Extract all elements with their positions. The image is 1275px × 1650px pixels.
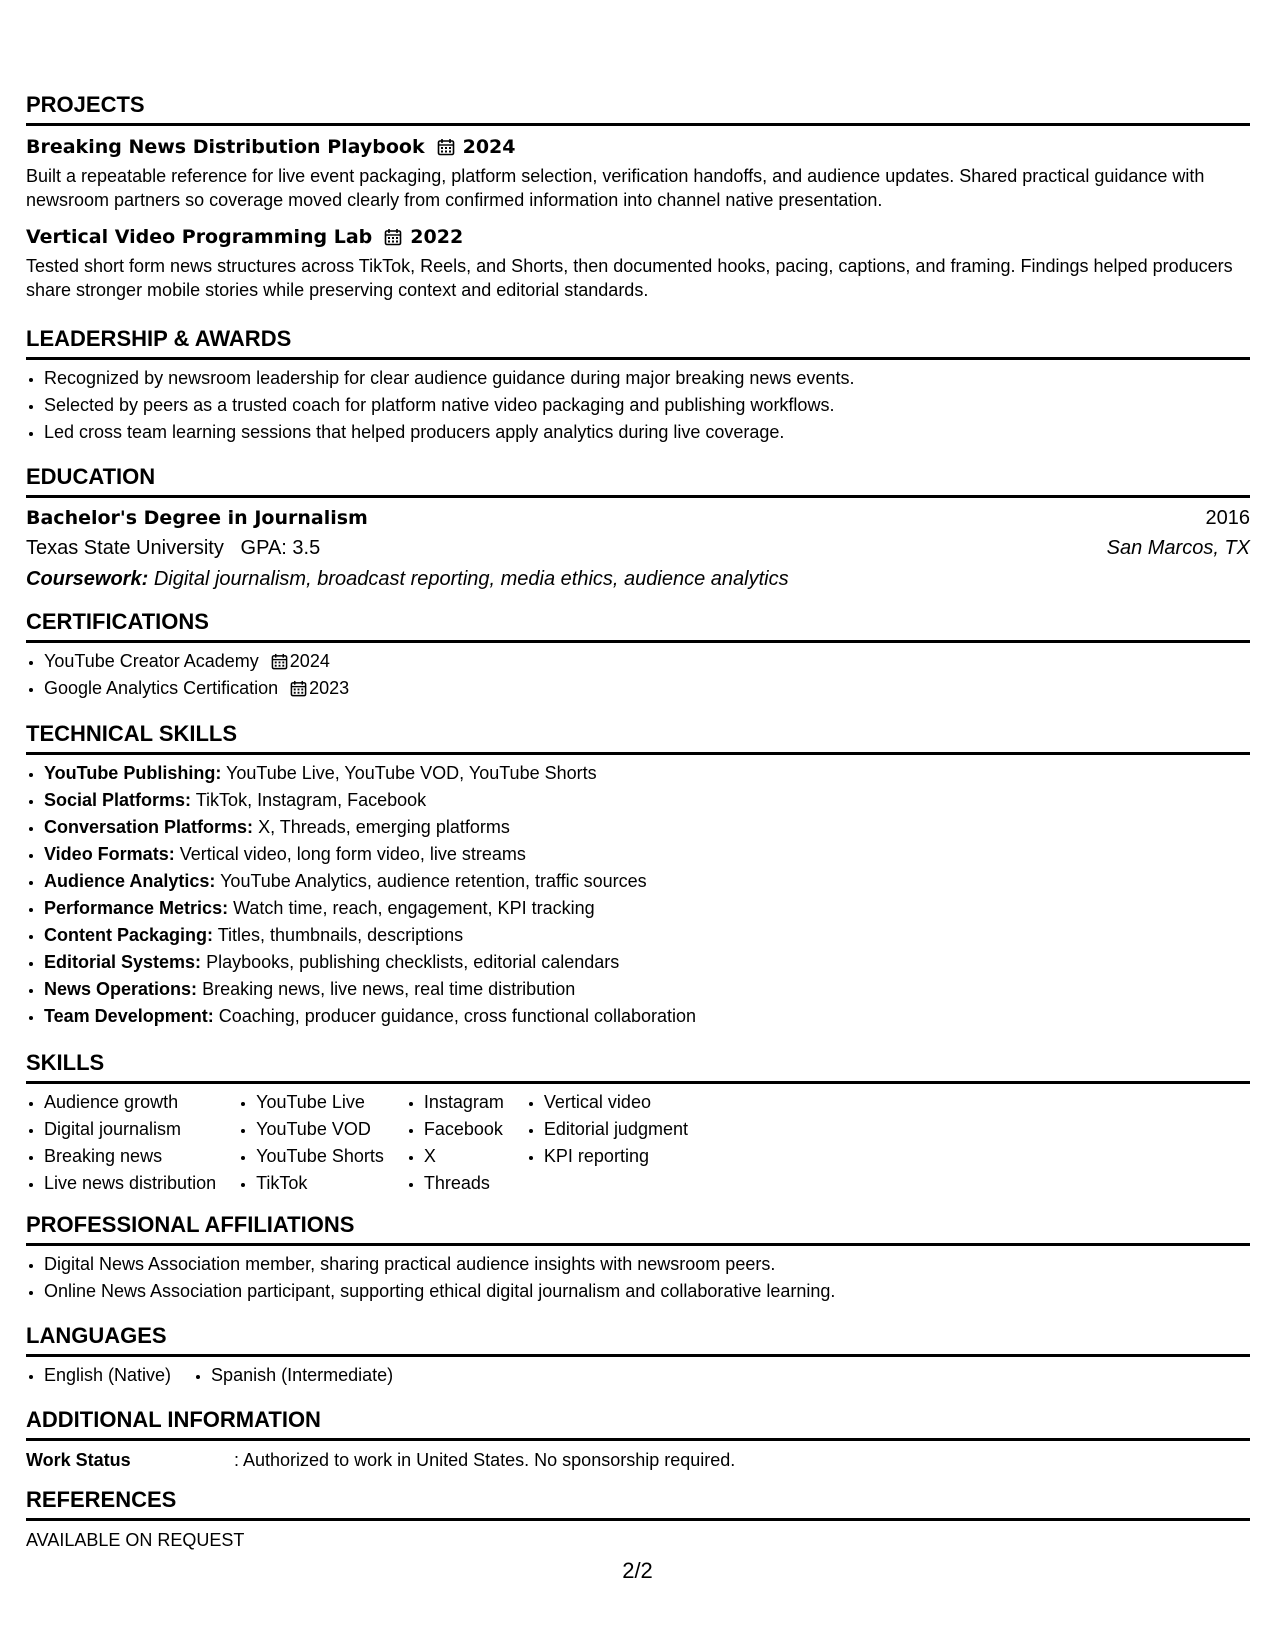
education-section bbox=[26, 463, 1250, 595]
languages-heading: LANGUAGES bbox=[26, 1322, 1250, 1357]
cert-name: • YouTube Creator Academy bbox=[44, 651, 259, 671]
list-item: • Online News Association participant, supporting ethical digital journalism and collaborative learning. bbox=[44, 1278, 1250, 1305]
technical-skills-section bbox=[26, 720, 1250, 1030]
leadership-section bbox=[26, 325, 1250, 446]
page-number: 2/2 bbox=[622, 1558, 653, 1583]
skills-column bbox=[26, 1089, 216, 1197]
calendar-icon bbox=[437, 138, 455, 156]
skill-label: Video Formats: bbox=[44, 844, 175, 864]
project-item bbox=[26, 224, 1250, 302]
list-item bbox=[44, 868, 1250, 895]
skills-column bbox=[238, 1089, 384, 1197]
languages-list bbox=[26, 1362, 1250, 1389]
skill-label: Social Platforms: bbox=[44, 790, 192, 810]
list-item: • Digital journalism bbox=[44, 1116, 216, 1143]
work-status-value: : Authorized to work in United States. No sponsorship required. bbox=[234, 1450, 736, 1470]
calendar-icon bbox=[290, 680, 307, 697]
list-item: • Breaking news bbox=[44, 1143, 216, 1170]
skill-label: Performance Metrics: bbox=[44, 898, 229, 918]
list-item: • Audience growth bbox=[44, 1089, 216, 1116]
references-text: AVAILABLE ON REQUEST bbox=[26, 1530, 245, 1550]
skill-value: TikTok, Instagram, Facebook bbox=[195, 790, 427, 810]
list-item: • Led cross team learning sessions that helped producers apply analytics during live coverage. bbox=[44, 419, 1250, 446]
skill-value: YouTube Analytics, audience retention, traffic sources bbox=[220, 871, 647, 891]
list-item: • X bbox=[424, 1143, 504, 1170]
additional-section bbox=[26, 1406, 1250, 1473]
education-heading: EDUCATION bbox=[26, 463, 1250, 498]
list-item: • YouTube Shorts bbox=[256, 1143, 384, 1170]
skill-label: Team Development: bbox=[44, 1006, 214, 1026]
list-item: • Threads bbox=[424, 1170, 504, 1197]
projects-heading: PROJECTS bbox=[26, 91, 1250, 126]
coursework-text: Digital journalism, broadcast reporting, media ethics, audience analytics bbox=[153, 568, 789, 590]
calendar-icon bbox=[271, 653, 288, 670]
list-item: • Spanish (Intermediate) bbox=[211, 1362, 393, 1389]
skill-value: Vertical video, long form video, live streams bbox=[179, 844, 526, 864]
list-item: • Vertical video bbox=[544, 1089, 688, 1116]
skills-heading: SKILLS bbox=[26, 1049, 1250, 1084]
coursework bbox=[26, 563, 1250, 595]
skill-label: Audience Analytics: bbox=[44, 871, 216, 891]
projects-section bbox=[26, 91, 1250, 302]
skills-section bbox=[26, 1049, 1250, 1197]
list-item: • TikTok bbox=[256, 1170, 384, 1197]
project-year: 2022 bbox=[410, 226, 464, 248]
skill-label: Editorial Systems: bbox=[44, 952, 202, 972]
list-item bbox=[44, 949, 1250, 976]
list-item: • Digital News Association member, sharing practical audience insights with newsroom peers. bbox=[44, 1251, 1250, 1278]
education-location: San Marcos, TX bbox=[1106, 537, 1250, 559]
affiliations-heading: PROFESSIONAL AFFILIATIONS bbox=[26, 1211, 1250, 1246]
skill-value: Titles, thumbnails, descriptions bbox=[217, 925, 464, 945]
certifications-list bbox=[26, 648, 1250, 702]
list-item bbox=[44, 895, 1250, 922]
work-status-label: Work Status bbox=[26, 1450, 131, 1470]
education-year: 2016 bbox=[1205, 507, 1250, 529]
skill-value: Coaching, producer guidance, cross functional collaboration bbox=[218, 1006, 697, 1026]
skill-label: YouTube Publishing: bbox=[44, 763, 222, 783]
list-item bbox=[44, 648, 1250, 675]
references-section bbox=[26, 1486, 1250, 1553]
list-item bbox=[44, 760, 1250, 787]
additional-heading: ADDITIONAL INFORMATION bbox=[26, 1406, 1250, 1441]
skill-value: Watch time, reach, engagement, KPI tracking bbox=[233, 898, 595, 918]
languages-section bbox=[26, 1322, 1250, 1389]
list-item: • YouTube VOD bbox=[256, 1116, 384, 1143]
skills-grid bbox=[26, 1089, 1250, 1197]
degree-title: Bachelor's Degree in Journalism bbox=[26, 507, 368, 529]
cert-year: 2024 bbox=[289, 651, 330, 671]
project-title: Vertical Video Programming Lab bbox=[26, 226, 373, 248]
leadership-heading: LEADERSHIP & AWARDS bbox=[26, 325, 1250, 360]
skill-label: Conversation Platforms: bbox=[44, 817, 254, 837]
school-name: Texas State University bbox=[26, 537, 224, 559]
project-title: Breaking News Distribution Playbook bbox=[26, 136, 425, 158]
affiliations-section bbox=[26, 1211, 1250, 1305]
list-item: • Instagram bbox=[424, 1089, 504, 1116]
project-description: Built a repeatable reference for live event packaging, platform selection, verification handoffs, and audience updates. Shared practical guidance with newsroom partners so coverage moved clearly from confirmed information into channel native presentation. bbox=[26, 166, 1205, 210]
references-heading: REFERENCES bbox=[26, 1486, 1250, 1521]
list-item: • Editorial judgment bbox=[544, 1116, 688, 1143]
project-year: 2024 bbox=[462, 136, 516, 158]
cert-year: 2023 bbox=[309, 678, 350, 698]
affiliations-list bbox=[26, 1251, 1250, 1305]
certifications-heading: CERTIFICATIONS bbox=[26, 608, 1250, 643]
list-item bbox=[44, 675, 1250, 702]
list-item: • Selected by peers as a trusted coach for platform native video packaging and publishing workflows. bbox=[44, 392, 1250, 419]
list-item: • KPI reporting bbox=[544, 1143, 688, 1170]
skills-column bbox=[526, 1089, 688, 1197]
cert-name: • Google Analytics Certification bbox=[44, 678, 279, 698]
list-item bbox=[44, 922, 1250, 949]
list-item: • Recognized by newsroom leadership for clear audience guidance during major breaking news events. bbox=[44, 365, 1250, 392]
list-item: • Live news distribution bbox=[44, 1170, 216, 1197]
skill-value: Breaking news, live news, real time distribution bbox=[202, 979, 576, 999]
coursework-label: Coursework: bbox=[26, 568, 149, 590]
list-item bbox=[44, 787, 1250, 814]
technical-skills-heading: TECHNICAL SKILLS bbox=[26, 720, 1250, 755]
skill-value: X, Threads, emerging platforms bbox=[258, 817, 510, 837]
skill-value: Playbooks, publishing checklists, editorial calendars bbox=[206, 952, 620, 972]
list-item bbox=[44, 1003, 1250, 1030]
list-item: • English (Native) bbox=[44, 1362, 171, 1389]
project-description: Tested short form news structures across TikTok, Reels, and Shorts, then documented hooks, pacing, captions, and framing. Findings helped producers share stronger mobile stories while preserving context and editorial standards. bbox=[26, 256, 1233, 300]
project-item bbox=[26, 134, 1250, 212]
gpa: GPA: 3.5 bbox=[240, 537, 321, 559]
certifications-section bbox=[26, 608, 1250, 702]
list-item: • Facebook bbox=[424, 1116, 504, 1143]
calendar-icon bbox=[384, 228, 402, 246]
skills-column bbox=[406, 1089, 504, 1197]
leadership-list bbox=[26, 365, 1250, 446]
list-item bbox=[44, 814, 1250, 841]
skill-label: News Operations: bbox=[44, 979, 198, 999]
list-item bbox=[44, 976, 1250, 1003]
list-item bbox=[44, 841, 1250, 868]
skill-label: Content Packaging: bbox=[44, 925, 214, 945]
technical-skills-list bbox=[26, 760, 1250, 1030]
list-item: • YouTube Live bbox=[256, 1089, 384, 1116]
skill-value: YouTube Live, YouTube VOD, YouTube Shorts bbox=[226, 763, 597, 783]
